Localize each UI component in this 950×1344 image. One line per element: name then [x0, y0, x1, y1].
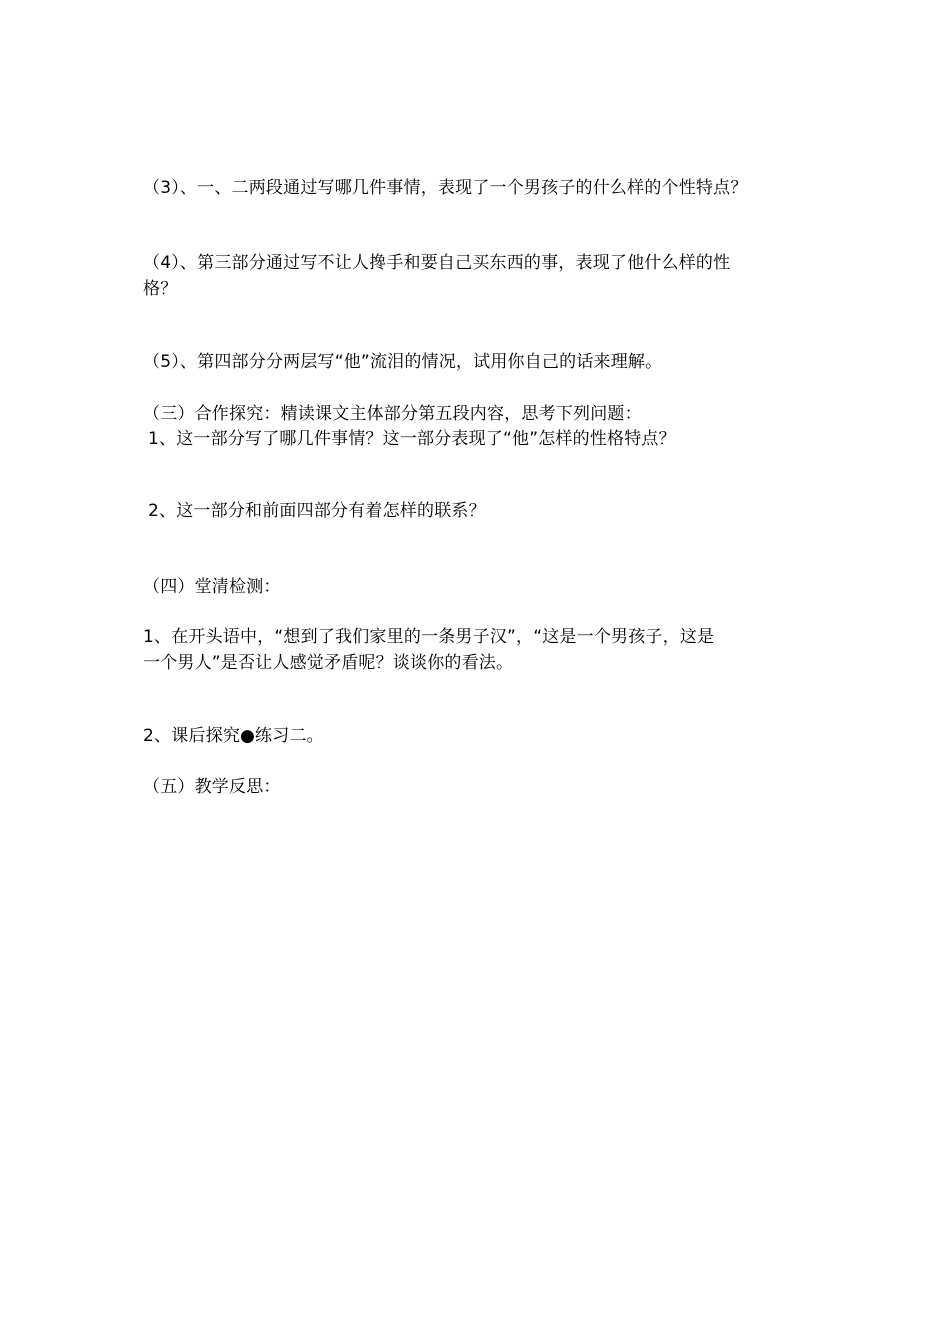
check-question-1-line-1: 1、在开头语中，“想到了我们家里的一条男子汉”，“这是一个男孩子，这是 [143, 627, 715, 647]
section-heading-cooperative-inquiry: （三）合作探究：精读课文主体部分第五段内容，思考下列问题： [143, 404, 642, 424]
section-heading-teaching-reflection: （五）教学反思： [143, 777, 281, 797]
check-question-2: 2、课后探究●练习二。 [143, 726, 324, 746]
inquiry-question-1: 1、这一部分写了哪几件事情？这一部分表现了“他”怎样的性格特点？ [148, 429, 676, 449]
question-3: （3）、一、二两段通过写哪几件事情，表现了一个男孩子的什么样的个性特点？ [143, 178, 748, 198]
inquiry-question-2: 2、这一部分和前面四部分有着怎样的联系？ [148, 501, 486, 521]
question-4-line-1: （4）、第三部分通过写不让人搀手和要自己买东西的事，表现了他什么样的性 [143, 253, 731, 273]
section-heading-class-check: （四）堂清检测： [143, 577, 281, 597]
question-4-line-2: 格？ [143, 279, 178, 299]
question-5: （5）、第四部分分两层写“他”流泪的情况，试用你自己的话来理解。 [143, 352, 663, 372]
check-question-1-line-2: 一个男人”是否让人感觉矛盾呢？谈谈你的看法。 [143, 653, 514, 673]
